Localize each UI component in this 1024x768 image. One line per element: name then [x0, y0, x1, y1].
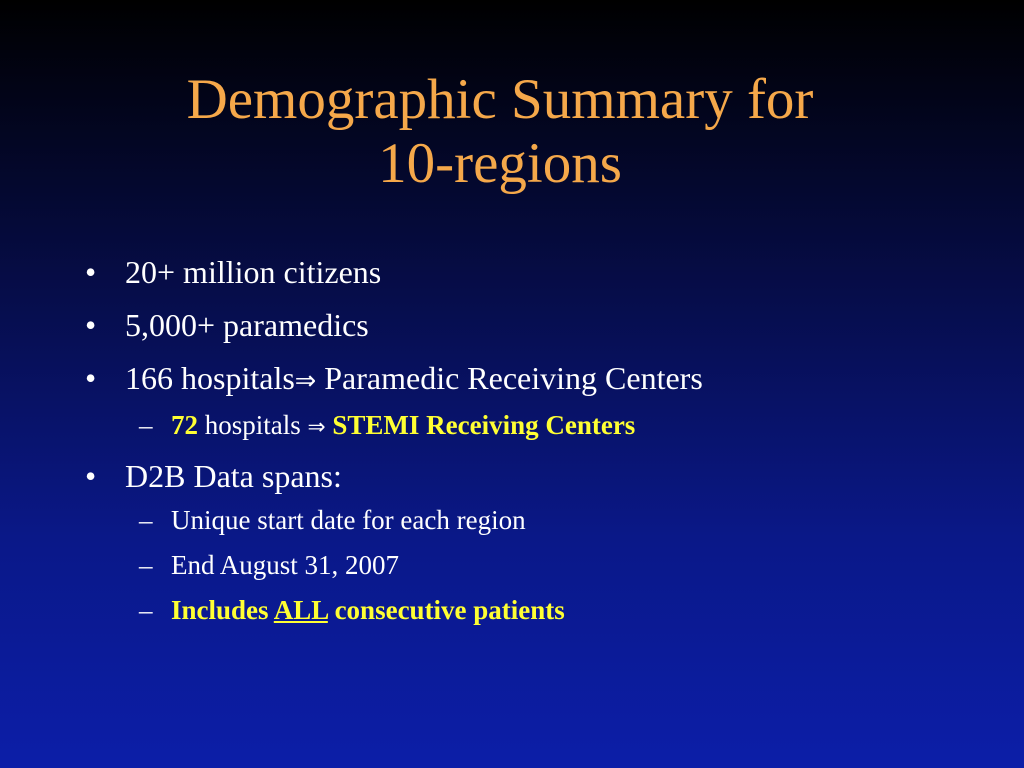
hospitals-word: hospitals: [198, 410, 308, 440]
bullet-glyph: •: [85, 254, 97, 290]
implies-arrow-icon: ⇒: [307, 415, 326, 440]
stemi-centers: STEMI Receiving Centers: [325, 410, 636, 440]
dash-glyph: –: [139, 550, 153, 580]
bullet-text-post: Paramedic Receiving Centers: [316, 360, 703, 396]
dash-glyph: –: [139, 410, 153, 440]
sub-bullet-all-patients: [85, 593, 985, 627]
dash-glyph: –: [139, 505, 153, 535]
bullet-paramedics: [85, 305, 985, 345]
bullet-d2b: [85, 456, 985, 496]
sub-bullet-stemi: [85, 408, 985, 445]
sub-list-d2b: [85, 503, 985, 627]
dash-glyph: –: [139, 595, 153, 625]
bullet-text: D2B Data spans:: [125, 458, 342, 494]
bullet-glyph: •: [85, 307, 97, 343]
slide-title: [0, 68, 1000, 196]
hospital-count: 72: [171, 410, 198, 440]
bullet-hospitals: [85, 358, 985, 401]
sub-bullet-end-date: [85, 548, 985, 582]
sub-bullet-text-pre: Includes: [171, 595, 274, 625]
sub-bullet-text: End August 31, 2007: [171, 550, 400, 580]
all-emphasis: ALL: [273, 595, 328, 625]
bullet-glyph: •: [85, 360, 97, 396]
bullet-text: 5,000+ paramedics: [125, 307, 369, 343]
bullet-glyph: •: [85, 458, 97, 494]
title-line-1: Demographic Summary for: [186, 68, 814, 131]
sub-bullet-text: Unique start date for each region: [171, 505, 526, 535]
implies-arrow-icon: ⇒: [294, 366, 317, 396]
bullet-text: 20+ million citizens: [125, 254, 382, 290]
bullet-text-pre: 166 hospitals: [125, 360, 295, 396]
bullet-list: [85, 252, 985, 638]
sub-bullet-text-post: consecutive patients: [327, 595, 565, 625]
title-line-2: 10-regions: [378, 132, 622, 195]
bullet-citizens: [85, 252, 985, 292]
sub-bullet-start-date: [85, 503, 985, 537]
sub-list-hospitals: [85, 408, 985, 445]
